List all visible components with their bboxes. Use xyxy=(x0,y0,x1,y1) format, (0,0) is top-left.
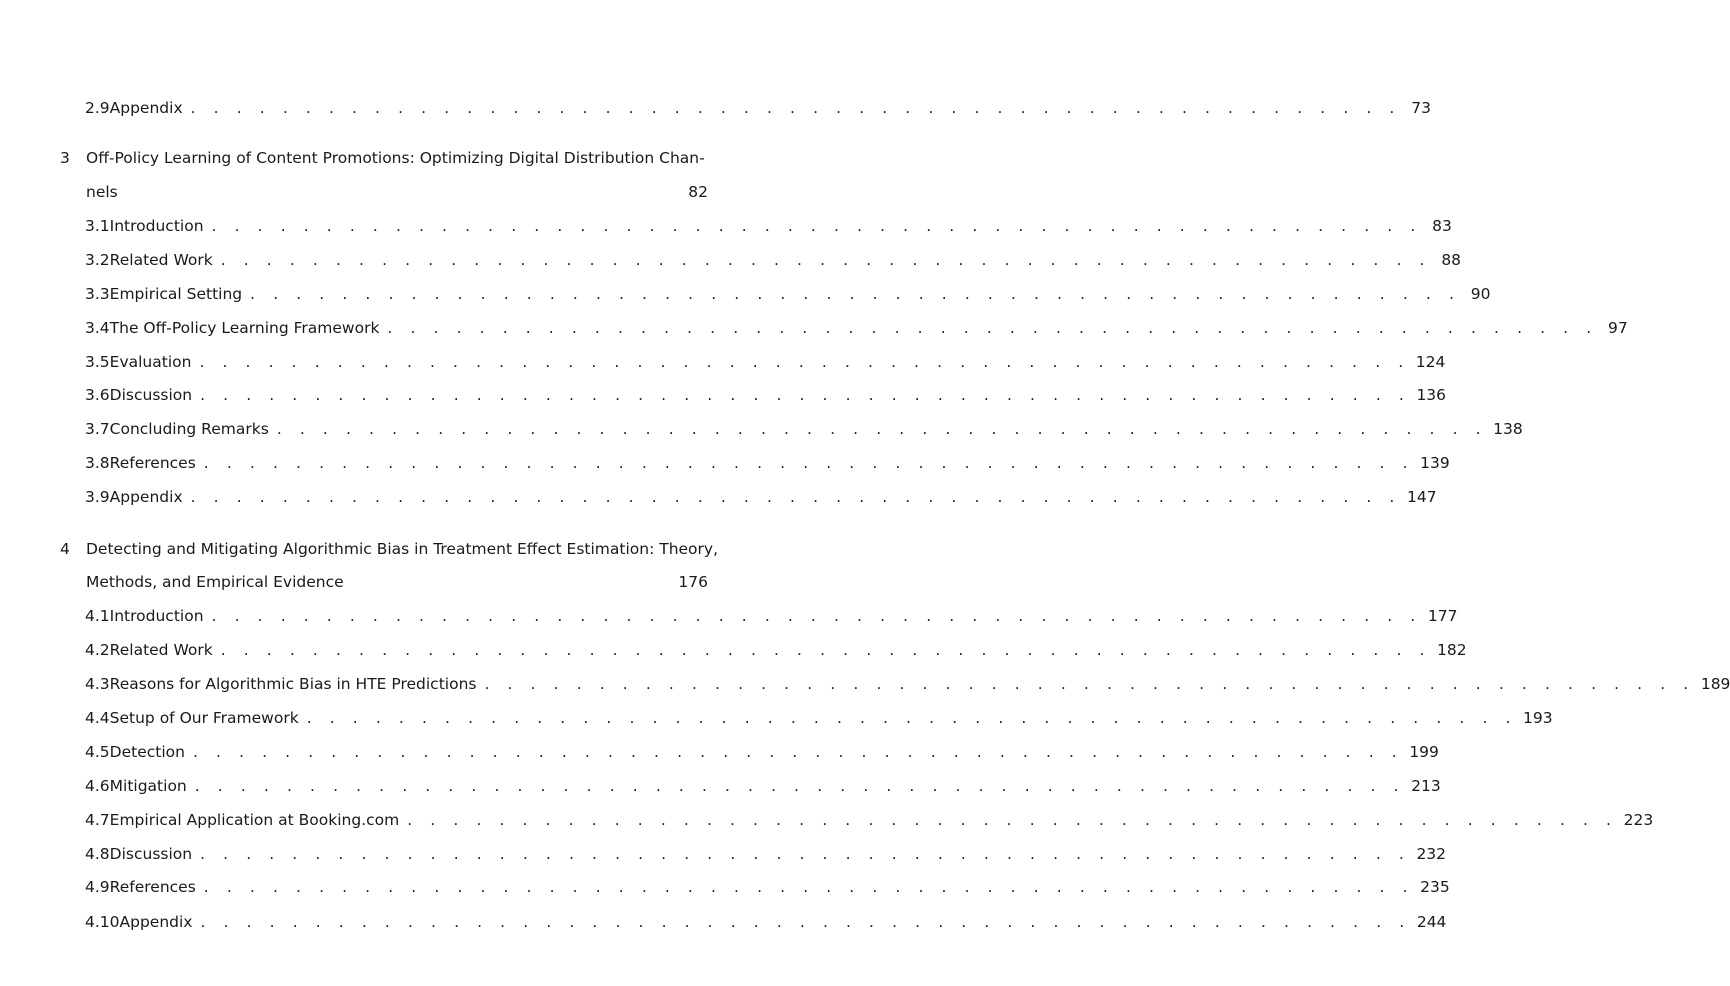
chapter-page-number: 176 xyxy=(678,573,708,591)
dot-leader: . . . . . . . . . . . . . . . . . . . . . . . . . . . . . . . . . . . . . . . . . . . . . . . . . . . . . xyxy=(203,454,1415,472)
section-number: 4.2 xyxy=(85,641,110,659)
dot-leader: . . . . . . . . . . . . . . . . . . . . . . . . . . . . . . . . . . . . . . . . . . . . . . . . . . . . . xyxy=(194,777,1406,795)
toc-entry-3-2[interactable] xyxy=(85,250,1462,270)
toc-entry-4-4[interactable] xyxy=(85,708,1553,728)
section-number: 3.7 xyxy=(85,420,110,438)
page-number: 97 xyxy=(1608,319,1628,337)
page-number: 213 xyxy=(1411,777,1441,795)
section-number: 4.3 xyxy=(85,675,110,693)
chapter-page-number: 82 xyxy=(688,183,708,201)
section-number: 3.1 xyxy=(85,217,110,235)
toc-entry-3-7[interactable] xyxy=(85,419,1523,439)
chapter-title-line2: nels xyxy=(86,183,118,201)
section-title: The Off-Policy Learning Framework xyxy=(109,319,380,337)
section-title: Reasons for Algorithmic Bias in HTE Predictions xyxy=(109,675,477,693)
toc-entry-3-9[interactable] xyxy=(85,487,1437,507)
section-title: Discussion xyxy=(109,386,193,404)
section-number: 3.8 xyxy=(85,454,110,472)
page-number: 147 xyxy=(1406,488,1437,506)
chapter-number: 3 xyxy=(60,149,70,167)
section-number: 4.10 xyxy=(85,913,120,931)
section-title: Detection xyxy=(109,743,185,761)
toc-entry-4-6[interactable] xyxy=(85,776,1441,796)
section-title: References xyxy=(109,878,196,896)
toc-entry-3-1[interactable] xyxy=(85,216,1452,236)
section-number: 4.9 xyxy=(85,878,110,896)
toc-entry-4-8[interactable] xyxy=(85,844,1447,864)
toc-entry-4-2[interactable] xyxy=(85,640,1467,660)
section-title: Related Work xyxy=(109,251,213,269)
section-number: 4.6 xyxy=(85,777,110,795)
chapter-number: 4 xyxy=(60,540,70,558)
dot-leader: . . . . . . . . . . . . . . . . . . . . . . . . . . . . . . . . . . . . . . . . . . . . . . . . . . . . . xyxy=(200,386,1411,404)
page-number: 88 xyxy=(1441,251,1462,269)
dot-leader: . . . . . . . . . . . . . . . . . . . . . . . . . . . . . . . . . . . . . . . . . . . . . . . . . . . . . xyxy=(220,251,1432,269)
section-number: 3.9 xyxy=(85,488,110,506)
page-number: 139 xyxy=(1420,454,1450,472)
section-number: 3.4 xyxy=(85,319,110,337)
toc-entry-3-8[interactable] xyxy=(85,453,1450,473)
page-number: 182 xyxy=(1437,641,1467,659)
page-number: 189 xyxy=(1700,675,1730,693)
section-number: 4.4 xyxy=(85,709,110,727)
toc-entry-3-5[interactable] xyxy=(85,352,1446,372)
page-number: 90 xyxy=(1470,285,1491,303)
dot-leader: . . . . . . . . . . . . . . . . . . . . . . . . . . . . . . . . . . . . . . . . . . . . . . . . . . . . . xyxy=(190,99,1401,117)
page-number: 83 xyxy=(1432,217,1452,235)
dot-leader: . . . . . . . . . . . . . . . . . . . . . . . . . . . . . . . . . . . . . . . . . . . . . . . . . . . . . xyxy=(250,285,1461,303)
section-title: Introduction xyxy=(109,217,204,235)
toc-entry-4-1[interactable] xyxy=(85,606,1458,626)
dot-leader: . . . . . . . . . . . . . . . . . . . . . . . . . . . . . . . . . . . . . . . . . . . . . . . . . . . . . xyxy=(203,878,1415,896)
section-title: Empirical Setting xyxy=(109,285,243,303)
section-number: 3.6 xyxy=(85,386,110,404)
dot-leader: . . . . . . . . . . . . . . . . . . . . . . . . . . . . . . . . . . . . . . . . . . . . . . . . . . . . . xyxy=(484,675,1695,693)
toc-entry-4-3[interactable] xyxy=(85,674,1730,694)
toc-entry-4-10[interactable] xyxy=(85,912,1447,932)
dot-leader: . . . . . . . . . . . . . . . . . . . . . . . . . . . . . . . . . . . . . . . . . . . . . . . . . . . . . xyxy=(220,641,1432,659)
page-number: 235 xyxy=(1420,878,1450,896)
page-number: 136 xyxy=(1416,386,1447,404)
dot-leader: . . . . . . . . . . . . . . . . . . . . . . . . . . . . . . . . . . . . . . . . . . . . . . . . . . . . . xyxy=(276,420,1488,438)
section-title: Setup of Our Framework xyxy=(109,709,299,727)
section-title: Mitigation xyxy=(109,777,187,795)
dot-leader: . . . . . . . . . . . . . . . . . . . . . . . . . . . . . . . . . . . . . . . . . . . . . . . . . . . . . xyxy=(211,607,1422,625)
section-number: 3.5 xyxy=(85,353,110,371)
section-title: Related Work xyxy=(109,641,213,659)
section-number: 4.1 xyxy=(85,607,110,625)
dot-leader: . . . . . . . . . . . . . . . . . . . . . . . . . . . . . . . . . . . . . . . . . . . . . . . . . . . . . xyxy=(306,709,1518,727)
dot-leader: . . . . . . . . . . . . . . . . . . . . . . . . . . . . . . . . . . . . . . . . . . . . . . . . . . . . . xyxy=(211,217,1422,235)
chapter-title-line1[interactable]: Off-Policy Learning of Content Promotions: Optimizing Digital Distribution Chan- xyxy=(86,149,705,167)
section-title: Appendix xyxy=(119,913,193,931)
section-title: Empirical Application at Booking.com xyxy=(109,811,400,829)
page-number: 193 xyxy=(1523,709,1553,727)
section-title: Introduction xyxy=(109,607,204,625)
toc-entry-2-9[interactable] xyxy=(85,98,1431,118)
page-number: 124 xyxy=(1415,353,1446,371)
section-number: 4.8 xyxy=(85,845,110,863)
section-title: Appendix xyxy=(109,488,183,506)
page-number: 177 xyxy=(1427,607,1458,625)
page-number: 138 xyxy=(1493,420,1523,438)
toc-entry-3-6[interactable] xyxy=(85,385,1447,405)
dot-leader: . . . . . . . . . . . . . . . . . . . . . . . . . . . . . . . . . . . . . . . . . . . . . . . . . . . . . xyxy=(199,353,1410,371)
page-number: 199 xyxy=(1409,743,1439,761)
dot-leader: . . . . . . . . . . . . . . . . . . . . . . . . . . . . . . . . . . . . . . . . . . . . . . . . . . . . . xyxy=(190,488,1401,506)
section-title: Discussion xyxy=(109,845,193,863)
page-number: 244 xyxy=(1416,913,1447,931)
section-title: Appendix xyxy=(109,99,183,117)
section-number: 4.5 xyxy=(85,743,110,761)
section-number: 4.7 xyxy=(85,811,110,829)
dot-leader: . . . . . . . . . . . . . . . . . . . . . . . . . . . . . . . . . . . . . . . . . . . . . . . . . . . . . xyxy=(407,811,1618,829)
page-number: 73 xyxy=(1411,99,1431,117)
section-title: Evaluation xyxy=(109,353,192,371)
dot-leader: . . . . . . . . . . . . . . . . . . . . . . . . . . . . . . . . . . . . . . . . . . . . . . . . . . . . . xyxy=(200,913,1411,931)
toc-entry-4-5[interactable] xyxy=(85,742,1439,762)
chapter-title-line1[interactable]: Detecting and Mitigating Algorithmic Bias in Treatment Effect Estimation: Theory, xyxy=(86,540,719,558)
dot-leader: . . . . . . . . . . . . . . . . . . . . . . . . . . . . . . . . . . . . . . . . . . . . . . . . . . . . . xyxy=(200,845,1411,863)
toc-entry-3-4[interactable] xyxy=(85,318,1628,338)
chapter-title-line2: Methods, and Empirical Evidence xyxy=(86,573,344,591)
section-number: 2.9 xyxy=(85,99,110,117)
dot-leader: . . . . . . . . . . . . . . . . . . . . . . . . . . . . . . . . . . . . . . . . . . . . . . . . . . . . . xyxy=(387,319,1598,337)
toc-entry-4-7[interactable] xyxy=(85,810,1654,830)
section-number: 3.3 xyxy=(85,285,110,303)
page-number: 223 xyxy=(1623,811,1654,829)
chapter-3-entry[interactable] xyxy=(86,182,708,202)
toc-entry-3-3[interactable] xyxy=(85,284,1491,304)
section-title: References xyxy=(109,454,196,472)
page-number: 232 xyxy=(1416,845,1447,863)
section-number: 3.2 xyxy=(85,251,110,269)
section-title: Concluding Remarks xyxy=(109,420,269,438)
chapter-4-entry[interactable] xyxy=(86,572,708,592)
toc-entry-4-9[interactable] xyxy=(85,877,1450,897)
dot-leader: . . . . . . . . . . . . . . . . . . . . . . . . . . . . . . . . . . . . . . . . . . . . . . . . . . . . . xyxy=(192,743,1404,761)
